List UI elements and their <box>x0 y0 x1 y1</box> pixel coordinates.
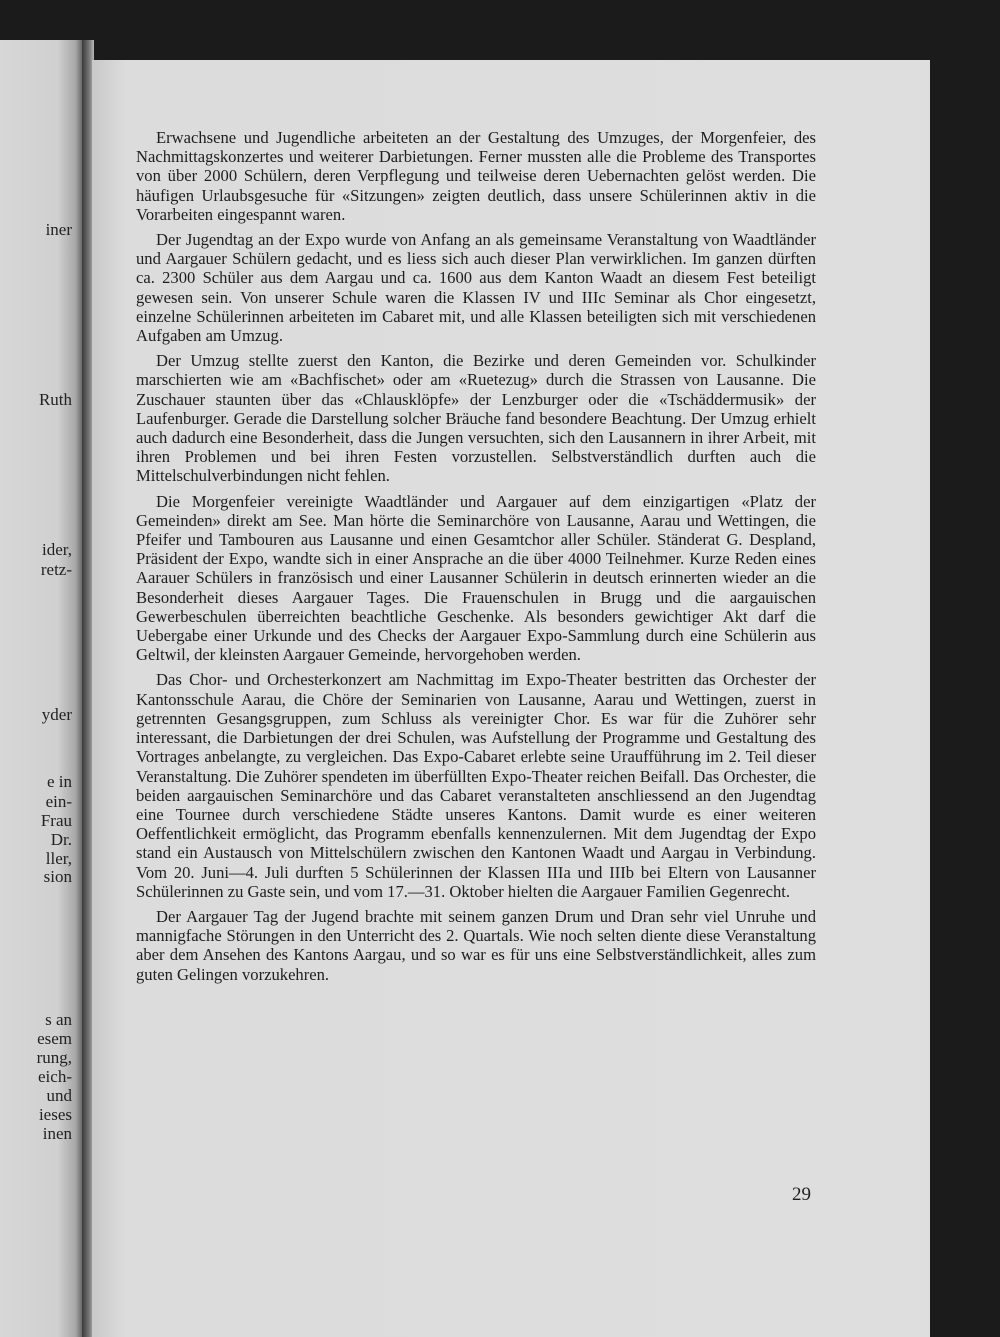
left-page-fragment: Dr. <box>50 830 72 849</box>
left-page-fragment: ller, <box>45 849 72 868</box>
page-number: 29 <box>792 1184 811 1205</box>
left-page-fragment: e in <box>46 772 72 791</box>
paragraph: Die Morgenfeier vereinigte Waadtländer und Aargauer auf dem einzigartigen «Platz der Gemeinden» direkt am See. Man hörte die Seminarchöre von Lausanne, Aarau und Wettingen, die Pfeifer und Tambouren aus Lausanne und einen Gesamtchor aller Schüler. Ständerat G. Despland, Präsident der Expo, wandte sich in einer Ansprache an die über 4000 Teilnehmer. Kurze Reden eines Aarauer Schülers in französisch und einer Lausanner Schülerin in deutsch erinnerten wieder an die Besonderheit dieses Aargauer Tages. Die Frauenschulen in Brugg und die aargauischen Gewerbeschulen überreichten beachtliche Geschenke. Als besonders gewichtiger Akt darf die Uebergabe einer Urkunde und des Checks der Aargauer Expo-Sammlung durch eine Schülerin aus Geltwil, der kleinsten Aargauer Gemeinde, hervorgehoben werden. <box>136 491 816 665</box>
right-page <box>92 60 930 1337</box>
left-page-fragment: und <box>46 1086 72 1105</box>
left-page-fragment: ieses <box>38 1105 72 1124</box>
paragraph: Erwachsene und Jugendliche arbeiteten an der Gestaltung des Umzuges, der Morgenfeier, des Nachmittagskonzertes und weiterer Darbietungen. Ferner mussten alle die Probleme des Transportes von über 2000 Schülern, deren Verpflegung und teilweise deren Uebernachten gelöst werden. Die häufigen Urlaubsgesuche für «Sitzungen» zeigten deutlich, dass unsere Schülerinnen aktiv in die Vorarbeiten eingespannt waren. <box>136 128 816 224</box>
left-page-edge <box>0 40 82 1337</box>
left-page-fragment: inen <box>42 1124 72 1143</box>
left-page-fragment: yder <box>41 705 72 724</box>
paragraph: Das Chor- und Orchesterkonzert am Nachmittag im Expo-Theater bestritten das Orchester der Kantonsschule Aarau, die Chöre der Seminarien von Lausanne, Aarau und Wettingen, zuerst in getrennten Gesangsgruppen, zum Schluss als vereinigter Chor. Es war für die Zuhörer sehr interessant, die Darbietungen der drei Schulen, was Aufstellung der Programme und Gestaltung des Vortrages anbelangte, zu vergleichen. Das Expo-Cabaret erlebte seine Uraufführung im 2. Teil dieser Veranstaltung. Die Zuhörer spendeten im überfüllten Expo-Theater reichen Beifall. Das Orchester, die beiden aargauischen Seminarchöre und das Cabaret veranstalteten anschliessend an den Jugendtag eine Tournee durch verschiedene Städte unseres Kantons. Damit wurde es einer weiteren Oeffentlichkeit ermöglicht, das Programm ebenfalls kennenzulernen. Mit dem Jugendtag der Expo stand ein Austausch von Mittelschülern zwischen den Kantonen Waadt und Aargau in Verbindung. Vom 20. Juni—4. Juli durften 5 Schülerinnen der Klassen IIIa und IIIb bei Eltern von Lausanner Schülerinnen zu Gaste sein, und vom 17.—31. Oktober hielten die Aargauer Familien Gegenrecht. <box>136 670 816 901</box>
left-page-fragment: iner <box>45 220 72 239</box>
left-page-fragment: s an <box>45 1010 72 1029</box>
left-page-fragment: Frau <box>40 811 72 830</box>
paragraph: Der Umzug stellte zuerst den Kanton, die Bezirke und deren Gemeinden vor. Schulkinder marschierten wie am «Bachfischet» oder am «Ruetezug» durch die Strassen von Lausanne. Die Zuschauer staunten über das «Chlausklöpfe» der Lenzburger oder die «Tschäddermusik» der Laufenburger. Gerade die Darstellung solcher Bräuche fand besondere Beachtung. Der Umzug erhielt auch dadurch eine Besonderheit, dass die Jungen versuchten, sich den Lausannern in ihrer Arbeit, mit ihren Problemen und bei ihren Festen vorzustellen. Selbstverständlich durften auch die Mittelschulverbindungen nicht fehlen. <box>136 351 816 486</box>
left-page-fragment: sion <box>43 867 72 886</box>
left-page-fragment: rung, <box>36 1048 72 1067</box>
left-page-fragment: esem <box>37 1029 72 1048</box>
paragraph: Der Aargauer Tag der Jugend brachte mit seinem ganzen Drum und Dran sehr viel Unruhe und mannigfache Störungen in den Unterricht des 2. Quartals. Wie noch selten diente diese Veranstaltung aber dem Ansehen des Kantons Aargau, und so war es für uns eine Selbstverständlichkeit, alles zum guten Gelingen vorzukehren. <box>136 906 816 984</box>
body-text <box>136 128 816 990</box>
left-page-fragment: ider, <box>42 540 72 559</box>
left-page-fragment: ein- <box>45 792 72 811</box>
left-page-fragment: retz- <box>40 560 72 579</box>
left-page-fragment: eich- <box>38 1067 72 1086</box>
left-page-fragment: Ruth <box>38 390 72 409</box>
paragraph: Der Jugendtag an der Expo wurde von Anfang an als gemeinsame Veranstaltung von Waadtländer und Aargauer Schülern gedacht, und es liess sich auch dieser Plan verwirklichen. Im ganzen dürften ca. 2300 Schüler aus dem Aargau und ca. 1600 aus dem Kanton Waadt an diesem Fest beteiligt gewesen sein. Von unserer Schule waren die Klassen IV und IIIc Seminar als Chor eingesetzt, einzelne Schülerinnen arbeiteten im Cabaret mit, und alle Klassen beteiligten sich mit verschiedenen Aufgaben am Umzug. <box>136 230 816 346</box>
